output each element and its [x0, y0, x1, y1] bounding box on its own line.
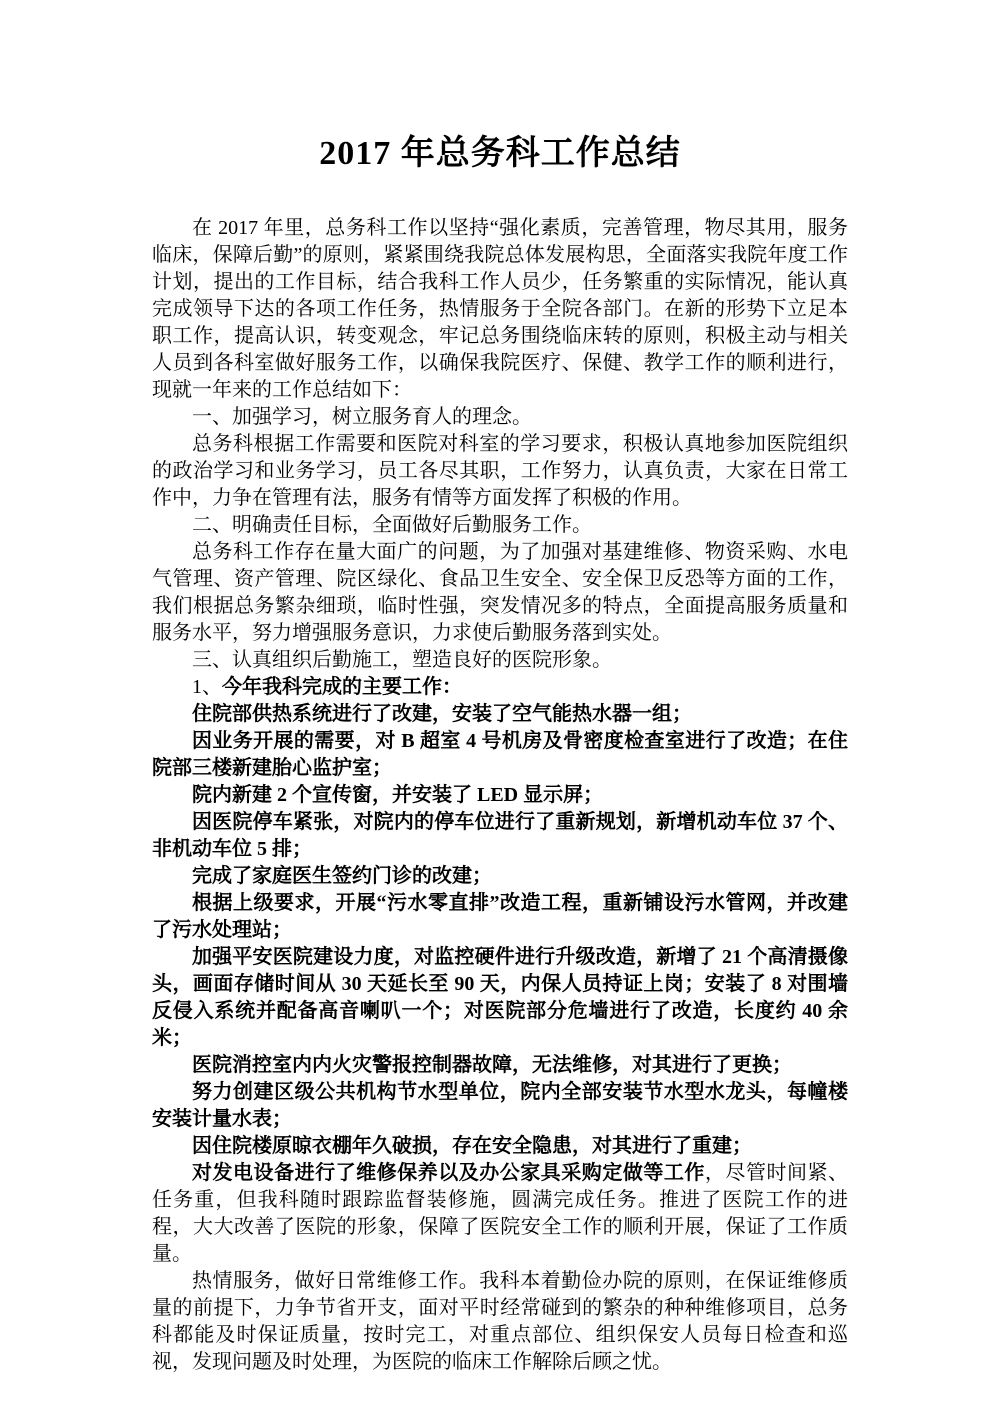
paragraph: [152, 890, 848, 944]
text-run-bold: 住院部供热系统进行了改建，安装了空气能热水器一组；: [192, 703, 692, 725]
text-run: 在 2017 年里，总务科工作以坚持“强化素质，完善管理，物尽其用，服务临床，保障后勤”的原则，紧紧围绕我院总体发展构思，全面落实我院年度工作计划，提出的工作目标，结合我科工作人员少，任务繁重的实际情况，能认真完成领导下达的各项工作任务，热情服务于全院各部门。在新的形势下立足本职工作，提高认识，转变观念，牢记总务围绕临床转的原则，积极主动与相关人员到各科室做好服务工作，以确保我院医疗、保健、教学工作的顺利进行，现就一年来的工作总结如下：: [152, 217, 848, 401]
text-run-bold: 因医院停车紧张，对院内的停车位进行了重新规划，新增机动车位 37 个、非机动车位 5 排；: [152, 811, 848, 860]
text-run: 总务科工作存在量大面广的问题，为了加强对基建维修、物资采购、水电气管理、资产管理、院区绿化、食品卫生安全、安全保卫反恐等方面的工作，我们根据总务繁杂细琐，临时性强，突发情况多的特点，全面提高服务质量和服务水平，努力增强服务意识，力求使后勤服务落到实处。: [152, 541, 848, 644]
text-run: 二、明确责任目标，全面做好后勤服务工作。: [192, 514, 592, 536]
paragraph: [152, 404, 848, 431]
text-run: 三、认真组织后勤施工，塑造良好的医院形象。: [192, 649, 612, 671]
text-run-bold: 因业务开展的需要，对 B 超室 4 号机房及骨密度检查室进行了改造；在住院部三楼新建胎心监护室；: [152, 730, 848, 779]
text-run-bold: 完成了家庭医生签约门诊的改建；: [192, 865, 492, 887]
paragraph: [152, 431, 848, 512]
text-run: 热情服务，做好日常维修工作。我科本着勤俭办院的原则，在保证维修质量的前提下，力争节省开支，面对平时经常碰到的繁杂的种种维修项目，总务科都能及时保证质量，按时完工，对重点部位、组织保安人员每日检查和巡视，发现问题及时处理，为医院的临床工作解除后顾之忧。: [152, 1270, 848, 1373]
text-run-bold: 医院消控室内内火灾警报控制器故障，无法维修，对其进行了更换；: [192, 1054, 792, 1076]
paragraph: [152, 1079, 848, 1133]
paragraph: [152, 809, 848, 863]
paragraph: [152, 1160, 848, 1268]
text-run-bold: 加强平安医院建设力度，对监控硬件进行升级改造，新增了 21 个高清摄像头，画面存储时间从 30 天延长至 90 天，内保人员持证上岗；安装了 8 对围墙反侵入系统并配备高音喇叭一个；对医院部分危墙进行了改造，长度约 40 余米；: [152, 946, 848, 1049]
paragraph: [152, 1268, 848, 1376]
paragraph: [152, 539, 848, 647]
paragraph: [152, 1133, 848, 1160]
text-run-bold: 努力创建区级公共机构节水型单位，院内全部安装节水型水龙头，每幢楼安装计量水表；: [152, 1081, 848, 1130]
paragraph: [152, 647, 848, 674]
paragraph: [152, 782, 848, 809]
document-body: [152, 215, 848, 1376]
text-run: 一、加强学习，树立服务育人的理念。: [192, 406, 532, 428]
text-run: ，尽管时间紧、任务重，但我科随时跟踪监督装修施，圆满完成任务。推进了医院工作的进程，大大改善了医院的形象，保障了医院安全工作的顺利开展，保证了工作质量。: [152, 1162, 849, 1265]
text-run-bold: 对发电设备进行了维修保养以及办公家具采购定做等工作: [192, 1162, 705, 1184]
paragraph: [152, 944, 848, 1052]
text-run-bold: 根据上级要求，开展“污水零直排”改造工程，重新铺设污水管网，并改建了污水处理站；: [152, 892, 848, 941]
paragraph: [152, 728, 848, 782]
paragraph: [152, 512, 848, 539]
paragraph: [152, 215, 848, 404]
paragraph: [152, 1052, 848, 1079]
text-run: 1、: [192, 676, 222, 698]
text-run-bold: 今年我科完成的主要工作：: [222, 676, 462, 698]
paragraph: [152, 674, 848, 701]
document-title: 2017 年总务科工作总结: [319, 135, 681, 172]
text-run-bold: 因住院楼原晾衣棚年久破损，存在安全隐患，对其进行了重建；: [192, 1135, 752, 1157]
paragraph: [152, 863, 848, 890]
text-run-bold: 院内新建 2 个宣传窗，并安装了 LED 显示屏；: [192, 784, 604, 806]
text-run: 总务科根据工作需要和医院对科室的学习要求，积极认真地参加医院组织的政治学习和业务学习，员工各尽其职，工作努力，认真负责，大家在日常工作中，力争在管理有法，服务有情等方面发挥了积极的作用。: [152, 433, 848, 509]
paragraph: [152, 701, 848, 728]
